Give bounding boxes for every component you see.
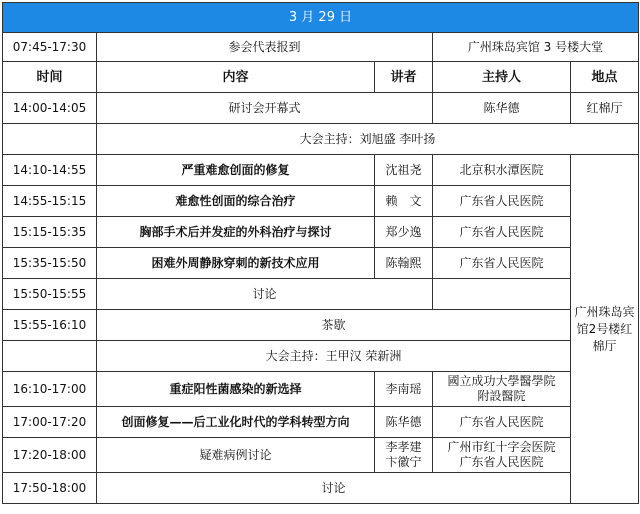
org-line: 广东省人民医院 (459, 455, 544, 469)
table-row (3, 438, 639, 473)
opening-time: 14:00-14:05 (3, 93, 97, 124)
column-header-row (3, 62, 639, 93)
session-content: 困难外周静脉穿刺的新技术应用 (97, 248, 375, 279)
chair-row-1-blank (3, 124, 97, 155)
session-organization (433, 279, 571, 310)
table-row (3, 372, 639, 407)
chair-1-text: 大会主持：刘旭盛 李叶扬 (97, 124, 639, 155)
session-time: 14:55-15:15 (3, 186, 97, 217)
session-time: 14:10-14:55 (3, 155, 97, 186)
session-organization (433, 372, 571, 407)
session-organization: 北京积水潭医院 (433, 155, 571, 186)
opening-host: 陈华德 (433, 93, 571, 124)
column-header-content: 内容 (97, 62, 375, 93)
table-row (3, 310, 639, 341)
column-header-venue: 地点 (571, 62, 639, 93)
opening-venue: 红棉厅 (571, 93, 639, 124)
org-line: 广州市红十字会医院 (447, 440, 556, 454)
org-line: 附設醫院 (477, 389, 526, 403)
session-content: 难愈性创面的综合治疗 (97, 186, 375, 217)
session-time: 15:50-15:55 (3, 279, 97, 310)
session-organization: 广东省人民医院 (433, 407, 571, 438)
column-header-host: 主持人 (433, 62, 571, 93)
chair-2-text: 大会主持：王甲汉 荣新洲 (97, 341, 571, 372)
session-speaker: 赖 文 (375, 186, 433, 217)
session-speaker: 陈翰熙 (375, 248, 433, 279)
session-speaker (375, 438, 433, 473)
opening-content: 研讨会开幕式 (97, 93, 433, 124)
session-speaker: 陈华德 (375, 407, 433, 438)
table-row (3, 473, 639, 504)
column-header-speaker: 讲者 (375, 62, 433, 93)
table-row (3, 217, 639, 248)
table-row (3, 248, 639, 279)
table-row (3, 279, 639, 310)
session-content: 严重难愈创面的修复 (97, 155, 375, 186)
session-time: 15:35-15:50 (3, 248, 97, 279)
session-time: 17:20-18:00 (3, 438, 97, 473)
session-organization: 广东省人民医院 (433, 186, 571, 217)
session-content: 讨论 (97, 279, 433, 310)
registration-content: 参会代表报到 (97, 33, 433, 62)
registration-row (3, 33, 639, 62)
session-organization: 广东省人民医院 (433, 248, 571, 279)
session-content: 讨论 (97, 473, 571, 504)
session-content: 创面修复——后工业化时代的学科转型方向 (97, 407, 375, 438)
schedule-table (2, 2, 639, 504)
session-time: 16:10-17:00 (3, 372, 97, 407)
session-time: 15:15-15:35 (3, 217, 97, 248)
session-speaker: 沈祖尧 (375, 155, 433, 186)
session-content: 茶歇 (97, 310, 571, 341)
session-time: 15:55-16:10 (3, 310, 97, 341)
date-header-row (3, 3, 639, 33)
session-speaker: 郑少逸 (375, 217, 433, 248)
registration-location: 广州珠岛宾馆 3 号楼大堂 (433, 33, 639, 62)
org-line: 國立成功大學醫學院 (447, 374, 556, 388)
session-time: 17:50-18:00 (3, 473, 97, 504)
session-speaker: 李南瑶 (375, 372, 433, 407)
table-row (3, 186, 639, 217)
column-header-time: 时间 (3, 62, 97, 93)
session-content: 胸部手术后并发症的外科治疗与探讨 (97, 217, 375, 248)
registration-time: 07:45-17:30 (3, 33, 97, 62)
session-time: 17:00-17:20 (3, 407, 97, 438)
session-content: 疑难病例讨论 (97, 438, 375, 473)
session-content: 重症阳性菌感染的新选择 (97, 372, 375, 407)
table-row (3, 407, 639, 438)
table-row (3, 155, 639, 186)
speaker-line: 李孝建 (385, 440, 422, 454)
session-organization (433, 438, 571, 473)
speaker-line: 卞徽宁 (385, 455, 422, 469)
chair-row-2 (3, 341, 639, 372)
date-header: 3 月 29 日 (3, 3, 639, 33)
session-organization: 广东省人民医院 (433, 217, 571, 248)
venue-main: 广州珠岛宾馆2号楼红棉厅 (571, 155, 639, 504)
opening-row (3, 93, 639, 124)
chair-row-1 (3, 124, 639, 155)
chair-row-2-blank (3, 341, 97, 372)
